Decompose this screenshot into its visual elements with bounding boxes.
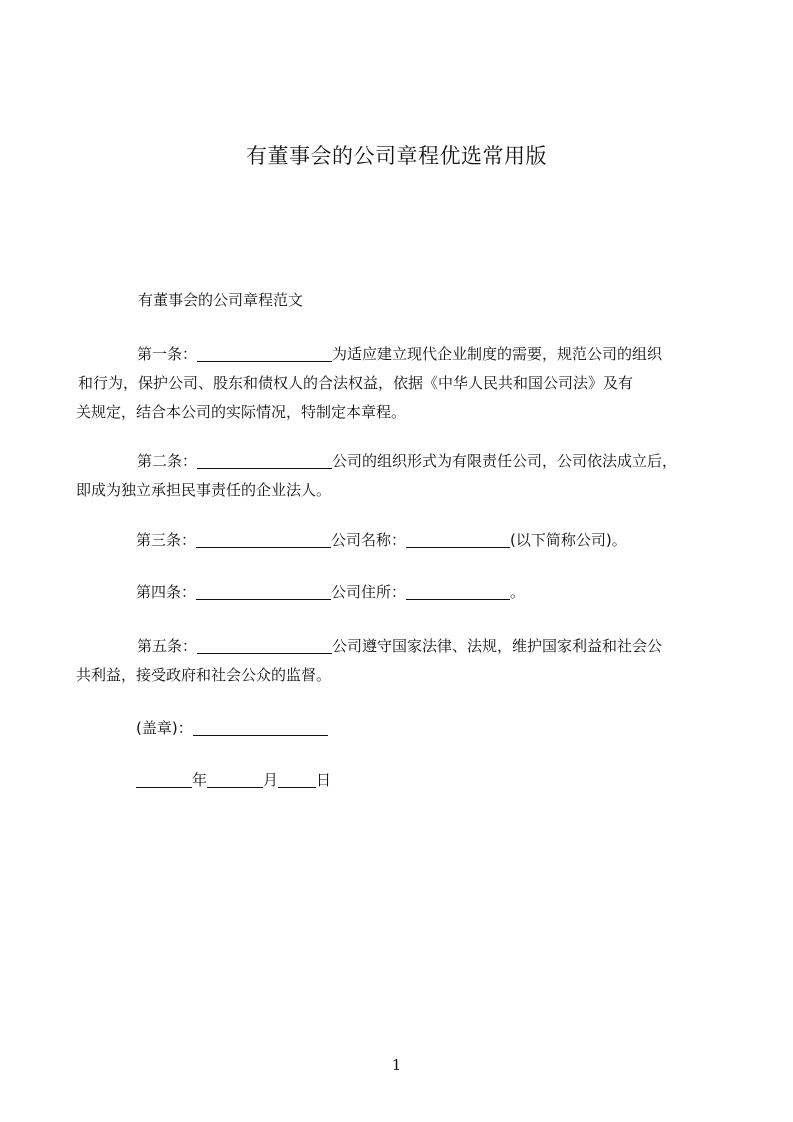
article-2-blank xyxy=(197,450,332,469)
year-label: 年 xyxy=(192,771,208,789)
article-3-end: (以下简称公司)。 xyxy=(510,531,627,549)
article-3-label: 第三条： xyxy=(136,531,197,549)
article-4-blank-1 xyxy=(196,581,331,600)
article-4-end: 。 xyxy=(510,583,526,601)
seal-line-content xyxy=(136,714,704,743)
article-4-middle: 公司住所： xyxy=(331,583,407,601)
article-3-middle: 公司名称： xyxy=(331,531,407,549)
article-1-line-3: 关规定，结合本公司的实际情况，特制定本章程。 xyxy=(76,403,407,421)
article-5-line-1 xyxy=(137,632,705,661)
article-5-label: 第五条： xyxy=(137,637,198,655)
article-2-label: 第二条： xyxy=(137,452,198,470)
date-line xyxy=(136,766,704,795)
article-2 xyxy=(76,447,705,505)
article-2-line-2: 即成为独立承担民事责任的企业法人。 xyxy=(76,481,332,499)
article-1-line-2: 和行为，保护公司、股东和债权人的合法权益，依据《中华人民共和国公司法》及有 xyxy=(78,374,634,392)
year-blank xyxy=(136,769,192,788)
article-3-line-1 xyxy=(136,526,704,555)
article-2-text-1: 公司的组织形式为有限责任公司，公司依法成立后， xyxy=(332,452,678,470)
page-number: 1 xyxy=(391,1056,402,1074)
article-1 xyxy=(76,340,705,427)
day-label: 日 xyxy=(316,771,332,789)
article-1-text-1: 为适应建立现代企业制度的需要，规范公司的组织 xyxy=(332,345,663,363)
article-4-line-1 xyxy=(136,578,704,607)
article-1-label: 第一条： xyxy=(137,345,198,363)
article-3-blank-1 xyxy=(196,529,331,548)
article-1-blank xyxy=(197,343,332,362)
article-3 xyxy=(136,526,704,555)
month-blank xyxy=(207,769,263,788)
article-5-line-2: 共利益，接受政府和社会公众的监督。 xyxy=(76,666,332,684)
article-3-blank-2 xyxy=(406,529,510,548)
article-5-text-1: 公司遵守国家法律、法规，维护国家利益和社会公 xyxy=(332,637,663,655)
article-1-line-1 xyxy=(137,340,705,369)
article-5 xyxy=(76,632,705,690)
article-4 xyxy=(136,578,704,607)
seal-label: (盖章)： xyxy=(136,719,193,737)
month-label: 月 xyxy=(263,771,279,789)
seal-line xyxy=(136,714,704,743)
date-line-content xyxy=(136,766,704,795)
document-title: 有董事会的公司章程优选常用版 xyxy=(246,144,547,168)
day-blank xyxy=(278,769,316,788)
article-4-blank-2 xyxy=(406,581,510,600)
article-2-line-1 xyxy=(137,447,705,476)
article-5-blank xyxy=(197,635,332,654)
document-subtitle: 有董事会的公司章程范文 xyxy=(138,291,304,309)
article-4-label: 第四条： xyxy=(136,583,197,601)
seal-blank xyxy=(193,717,328,736)
